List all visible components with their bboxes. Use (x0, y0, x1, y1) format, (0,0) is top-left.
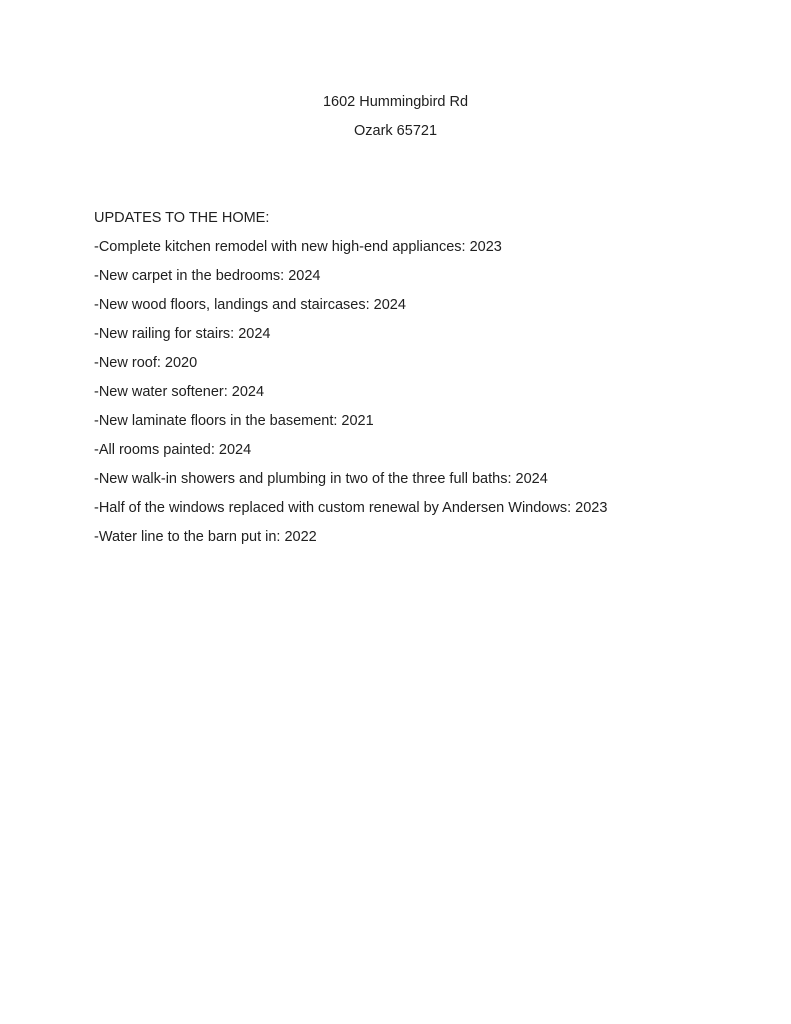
document-content (0, 88, 791, 552)
address-line-1: 1602 Hummingbird Rd (322, 94, 469, 110)
address-header (0, 88, 791, 146)
update-item: -New water softener: 2024 (94, 384, 265, 400)
update-item: -New railing for stairs: 2024 (94, 326, 271, 342)
update-item: -New walk-in showers and plumbing in two of the three full baths: 2024 (94, 471, 548, 487)
update-item: -Complete kitchen remodel with new high-end appliances: 2023 (94, 239, 502, 255)
update-item: -New wood floors, landings and staircases: 2024 (94, 297, 406, 313)
section-title: UPDATES TO THE HOME: (94, 210, 270, 226)
updates-section (0, 204, 791, 552)
update-item: -New laminate floors in the basement: 2021 (94, 413, 374, 429)
update-item: -Water line to the barn put in: 2022 (94, 529, 317, 545)
update-item: -New carpet in the bedrooms: 2024 (94, 268, 321, 284)
update-item: -All rooms painted: 2024 (94, 442, 252, 458)
address-line-2: Ozark 65721 (353, 123, 438, 139)
blank-lines (0, 146, 791, 204)
update-item: -New roof: 2020 (94, 355, 198, 371)
update-item: -Half of the windows replaced with custom renewal by Andersen Windows: 2023 (94, 500, 608, 516)
